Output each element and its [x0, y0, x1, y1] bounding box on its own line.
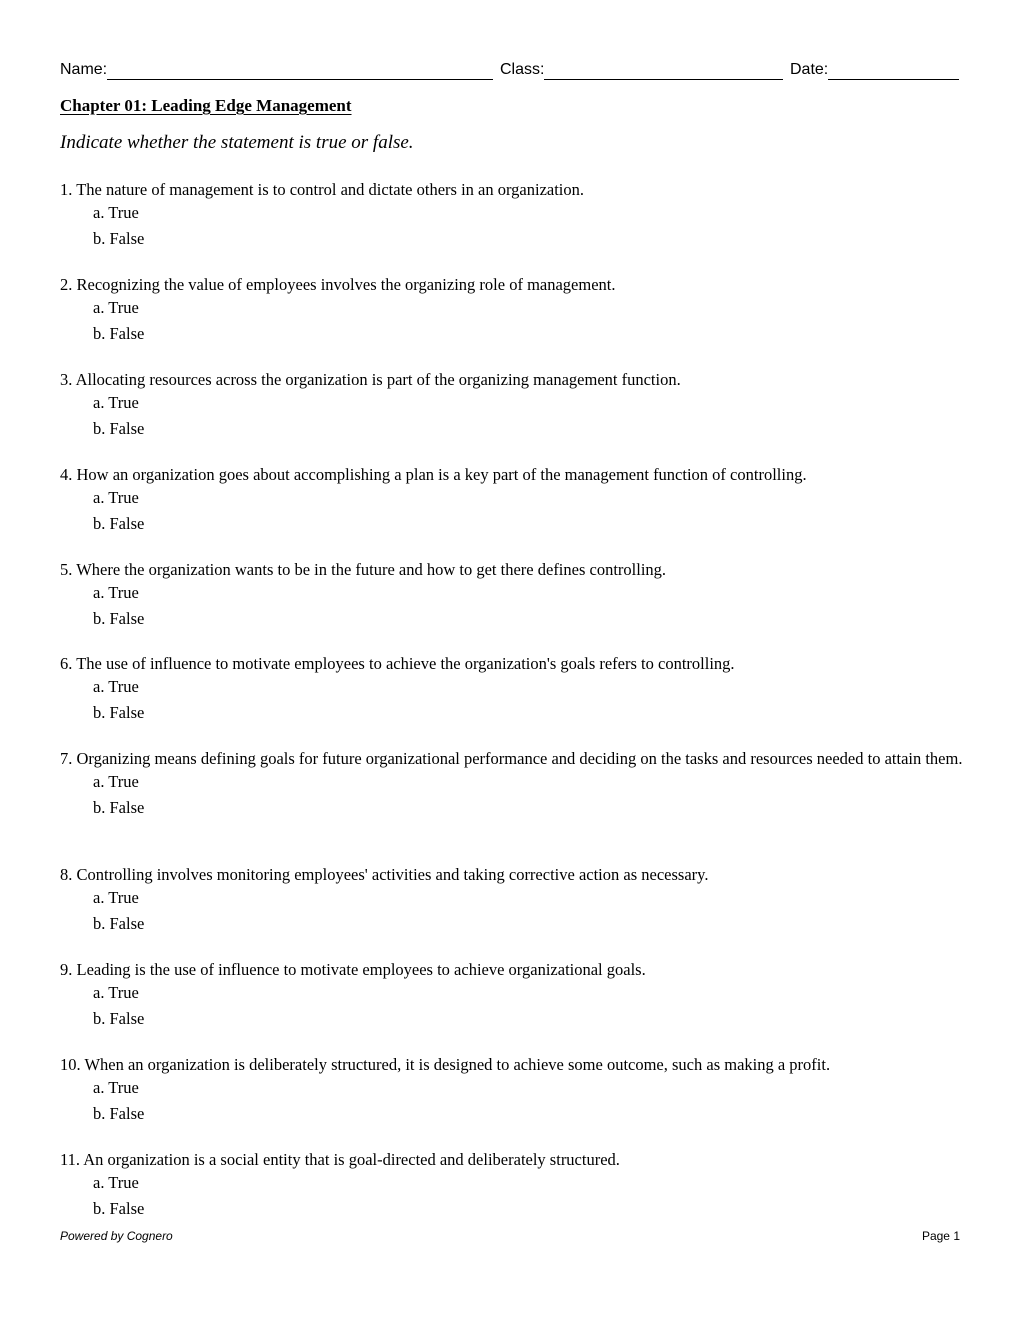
option-true: a. True: [93, 772, 139, 791]
option-true: a. True: [93, 983, 139, 1002]
option-true: a. True: [93, 393, 139, 412]
question-stem: 3. Allocating resources across the organization is part of the organizing management function.: [60, 370, 681, 389]
option-false: b. False: [93, 1104, 145, 1123]
option-true: a. True: [93, 1078, 139, 1097]
question-3: [60, 369, 965, 442]
option-false: b. False: [93, 229, 145, 248]
option-false: b. False: [93, 609, 145, 628]
question-stem: 11. An organization is a social entity that is goal-directed and deliberately structured.: [60, 1150, 620, 1169]
question-stem: 5. Where the organization wants to be in the future and how to get there defines controlling.: [60, 560, 667, 579]
question-stem: 9. Leading is the use of influence to motivate employees to achieve organizational goals.: [60, 960, 646, 979]
option-true: a. True: [93, 888, 139, 907]
option-false: b. False: [93, 703, 145, 722]
question-stem: 7. Organizing means defining goals for future organizational performance and deciding on the tasks and resources needed to attain them.: [60, 749, 963, 768]
date-field: [790, 58, 959, 80]
name-label: Name:: [60, 61, 108, 78]
option-true: a. True: [93, 583, 139, 602]
instructions: Indicate whether the statement is true or false.: [60, 132, 414, 153]
date-blank: [828, 59, 959, 80]
name-field: [60, 58, 493, 80]
question-stem: 4. How an organization goes about accomplishing a plan is a key part of the management function of controlling.: [60, 465, 807, 484]
class-field: [500, 58, 783, 80]
page-number: Page 1: [921, 1229, 960, 1243]
question-stem: 8. Controlling involves monitoring employees' activities and taking corrective action as necessary.: [60, 865, 709, 884]
option-false: b. False: [93, 419, 145, 438]
question-1: [60, 179, 965, 252]
name-blank: [107, 59, 493, 80]
option-false: b. False: [93, 514, 145, 533]
question-7: [60, 748, 965, 821]
chapter-title: Chapter 01: Leading Edge Management: [60, 96, 352, 115]
question-stem: 10. When an organization is deliberately structured, it is designed to achieve some outcome, such as making a profit.: [60, 1055, 831, 1074]
option-true: a. True: [93, 1173, 139, 1192]
option-true: a. True: [93, 203, 139, 222]
student-info-header: [60, 58, 960, 80]
option-false: b. False: [93, 914, 145, 933]
option-true: a. True: [93, 677, 139, 696]
question-6: [60, 653, 965, 726]
powered-by-footer: Powered by Cognero: [60, 1229, 173, 1243]
question-8: [60, 864, 965, 937]
class-blank: [544, 59, 783, 80]
question-10: [60, 1054, 965, 1127]
question-stem: 1. The nature of management is to control and dictate others in an organization.: [60, 180, 585, 199]
option-false: b. False: [93, 1199, 145, 1218]
question-stem: 6. The use of influence to motivate employees to achieve the organization's goals refers to controlling.: [60, 654, 735, 673]
option-false: b. False: [93, 324, 145, 343]
question-9: [60, 959, 965, 1032]
question-2: [60, 274, 965, 347]
option-false: b. False: [93, 798, 145, 817]
option-false: b. False: [93, 1009, 145, 1028]
date-label: Date:: [790, 61, 829, 78]
question-5: [60, 559, 965, 632]
option-true: a. True: [93, 488, 139, 507]
question-stem: 2. Recognizing the value of employees involves the organizing role of management.: [60, 275, 616, 294]
question-4: [60, 464, 965, 537]
question-11: [60, 1149, 965, 1222]
option-true: a. True: [93, 298, 139, 317]
class-label: Class:: [500, 61, 545, 78]
